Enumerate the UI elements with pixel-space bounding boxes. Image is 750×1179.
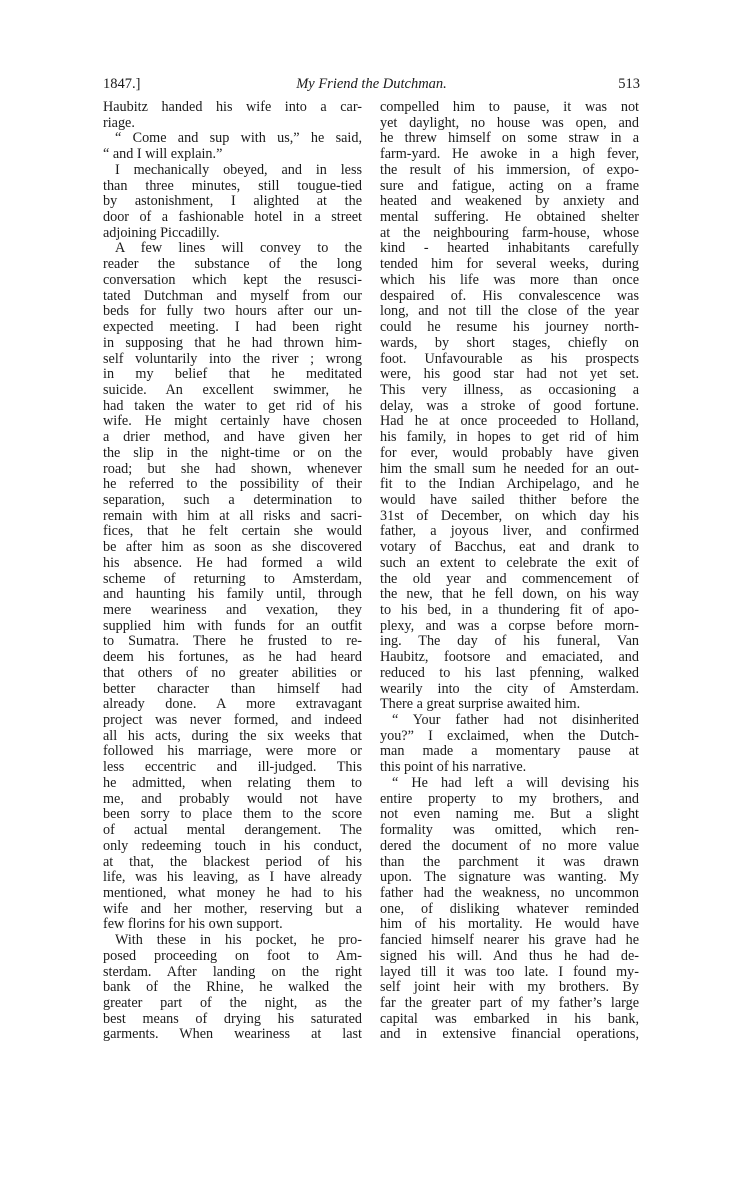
text-line: his family, in hopes to get rid of him (380, 430, 639, 446)
text-line: had taken the water to get rid of his (103, 398, 362, 414)
text-line: kind - hearted inhabitants carefully (380, 241, 639, 257)
text-line: 31st of December, on which day his (380, 508, 639, 524)
text-line: man made a momentary pause at (380, 744, 639, 760)
text-line: formality was omitted, which ren- (380, 823, 639, 839)
text-line: A few lines will convey to the (115, 241, 362, 257)
text-line: reader the substance of the long (103, 257, 362, 273)
text-line: mentioned, what money he had to his (103, 885, 362, 901)
text-line: such an extent to celebrate the exit of (380, 555, 639, 571)
text-line: despaired of. His convalescence was (380, 288, 639, 304)
text-line: delay, was a stroke of good fortune. (380, 398, 639, 414)
text-line: votary of Bacchus, eat and drank to (380, 540, 639, 556)
text-line: followed his marriage, were more or (103, 744, 362, 760)
text-line: capital was embarked in his bank, (380, 1011, 639, 1027)
text-line: Haubitz handed his wife into a car- (103, 100, 362, 115)
text-line: project was never formed, and indeed (103, 713, 362, 729)
text-line: suicide. An excellent swimmer, he (103, 382, 362, 398)
text-line: sure and fatigue, acting on a frame (380, 178, 639, 194)
text-line: already done. A more extravagant (103, 697, 362, 713)
text-line: remain with him at all risks and sacri- (103, 508, 362, 524)
text-line: he admitted, when relating them to (103, 775, 362, 791)
text-line: life, was his leaving, as I have already (103, 870, 362, 886)
text-line: in supposing that he had thrown him- (103, 335, 362, 351)
text-line: he threw himself on some straw in a (380, 131, 639, 147)
text-line: less eccentric and ill-judged. This (103, 760, 362, 776)
text-line: to Sumatra. There he frusted to re- (103, 634, 362, 650)
text-line: dered the document of no more value (380, 838, 639, 854)
text-line: in my belief that he meditated (103, 367, 362, 383)
text-line: he referred to the possibility of their (103, 477, 362, 493)
text-line: been sorry to place them to the score (103, 807, 362, 823)
header-title: My Friend the Dutchman. (296, 76, 447, 92)
text-line: few florins for his own support. (103, 917, 283, 933)
text-line: the result of his immersion, of expo- (380, 162, 639, 178)
text-line: at that, the blackest period of his (103, 854, 362, 870)
text-line: by astonishment, I alighted at the (103, 194, 362, 210)
text-line: compelled him to pause, it was not (380, 100, 639, 115)
text-line: This very illness, as occasioning a (380, 382, 639, 398)
text-line: bank of the Rhine, he walked the (103, 980, 362, 996)
text-line: for ever, would probably have given (380, 445, 639, 461)
text-line: and in extensive financial operations, (380, 1027, 639, 1043)
text-line: and haunting his family until, through (103, 587, 362, 603)
text-line: signed his will. And thus he had de- (380, 948, 639, 964)
text-line: best means of drying his saturated (103, 1011, 362, 1027)
text-line: farm-yard. He awoke in a high fever, (380, 147, 639, 163)
text-line: better character than himself had (103, 681, 362, 697)
text-line: foot. Unfavourable as his prospects (380, 351, 639, 367)
text-line: Haubitz, footsore and emaciated, and (380, 650, 639, 666)
text-line: self voluntarily into the river ; wrong (103, 351, 362, 367)
text-line: heated and weakened by anxiety and (380, 194, 639, 210)
text-line: adjoining Piccadilly. (103, 225, 220, 241)
text-line: father, a joyous liver, and confirmed (380, 524, 639, 540)
text-line: far the greater part of my father’s large (380, 995, 639, 1011)
text-line: posed proceeding on foot to Am- (103, 948, 362, 964)
text-line: than the parchment it was drawn (380, 854, 639, 870)
text-line: beds for fully two hours after our un- (103, 304, 362, 320)
page-number: 513 (618, 76, 640, 92)
text-line: fit to the Indian Archipelago, and he (380, 477, 639, 493)
text-line: With these in his pocket, he pro- (115, 933, 362, 949)
text-line: greater part of the night, as the (103, 995, 362, 1011)
text-line: “ and I will explain.” (103, 147, 223, 163)
text-line: upon. The signature was wanting. My (380, 870, 639, 886)
text-line: tended him for several weeks, during (380, 257, 639, 273)
text-line: could he resume his journey north- (380, 320, 639, 336)
text-line: were, his good star had not yet set. (380, 367, 639, 383)
text-line: this point of his narrative. (380, 760, 527, 776)
text-line: ing. The day of his funeral, Van (380, 634, 639, 650)
text-line: deem his fortunes, as he had heard (103, 650, 362, 666)
text-line: me, and probably would not have (103, 791, 362, 807)
text-line: mere weariness and vexation, they (103, 603, 362, 618)
text-line: not even naming me. But a slight (380, 807, 639, 823)
text-line: that others of no greater abilities or (103, 665, 362, 681)
text-line: wife. He might certainly have chosen (103, 414, 362, 430)
text-line: “ He had left a will devising his (392, 775, 639, 791)
text-line: than three minutes, still tougue-tied (103, 178, 362, 194)
text-line: “ Come and sup with us,” he said, (115, 131, 362, 147)
left-text-column (103, 100, 362, 1043)
text-line: There a great surprise awaited him. (380, 697, 581, 713)
text-line: the old year and commencement of (380, 571, 639, 587)
text-line: father had the weakness, no uncommon (380, 885, 639, 901)
text-line: be after him as soon as she discovered (103, 540, 362, 556)
right-text-column (380, 100, 639, 1043)
text-line: garments. When weariness at last (103, 1027, 362, 1043)
text-line: riage. (103, 115, 135, 131)
text-line: him the small sum he needed for an out- (380, 461, 639, 477)
text-line: you?” I exclaimed, when the Dutch- (380, 728, 639, 744)
text-line: a drier method, and have given her (103, 430, 362, 446)
text-line: conversation which kept the resusci- (103, 272, 362, 288)
text-line: would have sailed thither before the (380, 492, 639, 508)
text-line: of actual mental derangement. The (103, 823, 362, 839)
text-line: sterdam. After landing on the right (103, 964, 362, 980)
text-line: fancied himself nearer his grave had he (380, 933, 639, 949)
text-line: the new, that he fell down, on his way (380, 587, 639, 603)
text-line: one, of disliking whatever reminded (380, 901, 639, 917)
text-line: wife and her mother, reserving but a (103, 901, 362, 917)
text-line: to his bed, in a thundering fit of apo- (380, 603, 639, 618)
text-line: him of his mortality. He would have (380, 917, 639, 933)
text-line: long, and not till the close of the year (380, 304, 639, 320)
text-line: all his acts, during the six weeks that (103, 728, 362, 744)
text-line: fices, that he felt certain she would (103, 524, 362, 540)
text-line: door of a fashionable hotel in a street (103, 210, 362, 226)
text-line: his absence. He had formed a wild (103, 555, 362, 571)
text-line: Had he at once proceeded to Holland, (380, 414, 639, 430)
text-line: supplied him with funds for an outfit (103, 618, 362, 634)
text-line: the slip in the night-time or on the (103, 445, 362, 461)
text-line: road; but she had shown, whenever (103, 461, 362, 477)
text-line: entire property to my brothers, and (380, 791, 639, 807)
text-line: at the neighbouring farm-house, whose (380, 225, 639, 241)
text-line: layed till it was too late. I found my- (380, 964, 639, 980)
text-line: yet daylight, no house was open, and (380, 115, 639, 131)
text-line: self joint heir with my brothers. By (380, 980, 639, 996)
text-line: wards, by short stages, chiefly on (380, 335, 639, 351)
text-line: separation, such a determination to (103, 492, 362, 508)
text-line: plexy, and was a corpse before morn- (380, 618, 639, 634)
text-line: scheme of returning to Amsterdam, (103, 571, 362, 587)
text-line: I mechanically obeyed, and in less (115, 162, 362, 178)
text-line: mental suffering. He obtained shelter (380, 210, 639, 226)
text-line: tated Dutchman and myself from our (103, 288, 362, 304)
text-line: which his life was more than once (380, 272, 639, 288)
text-line: reduced to his last pfenning, walked (380, 665, 639, 681)
text-line: wearily into the city of Amsterdam. (380, 681, 639, 697)
running-head (103, 76, 640, 96)
text-line: expected meeting. I had been right (103, 320, 362, 336)
text-line: “ Your father had not disinherited (392, 713, 639, 729)
header-year: 1847.] (103, 76, 141, 92)
text-line: only redeeming touch in his conduct, (103, 838, 362, 854)
